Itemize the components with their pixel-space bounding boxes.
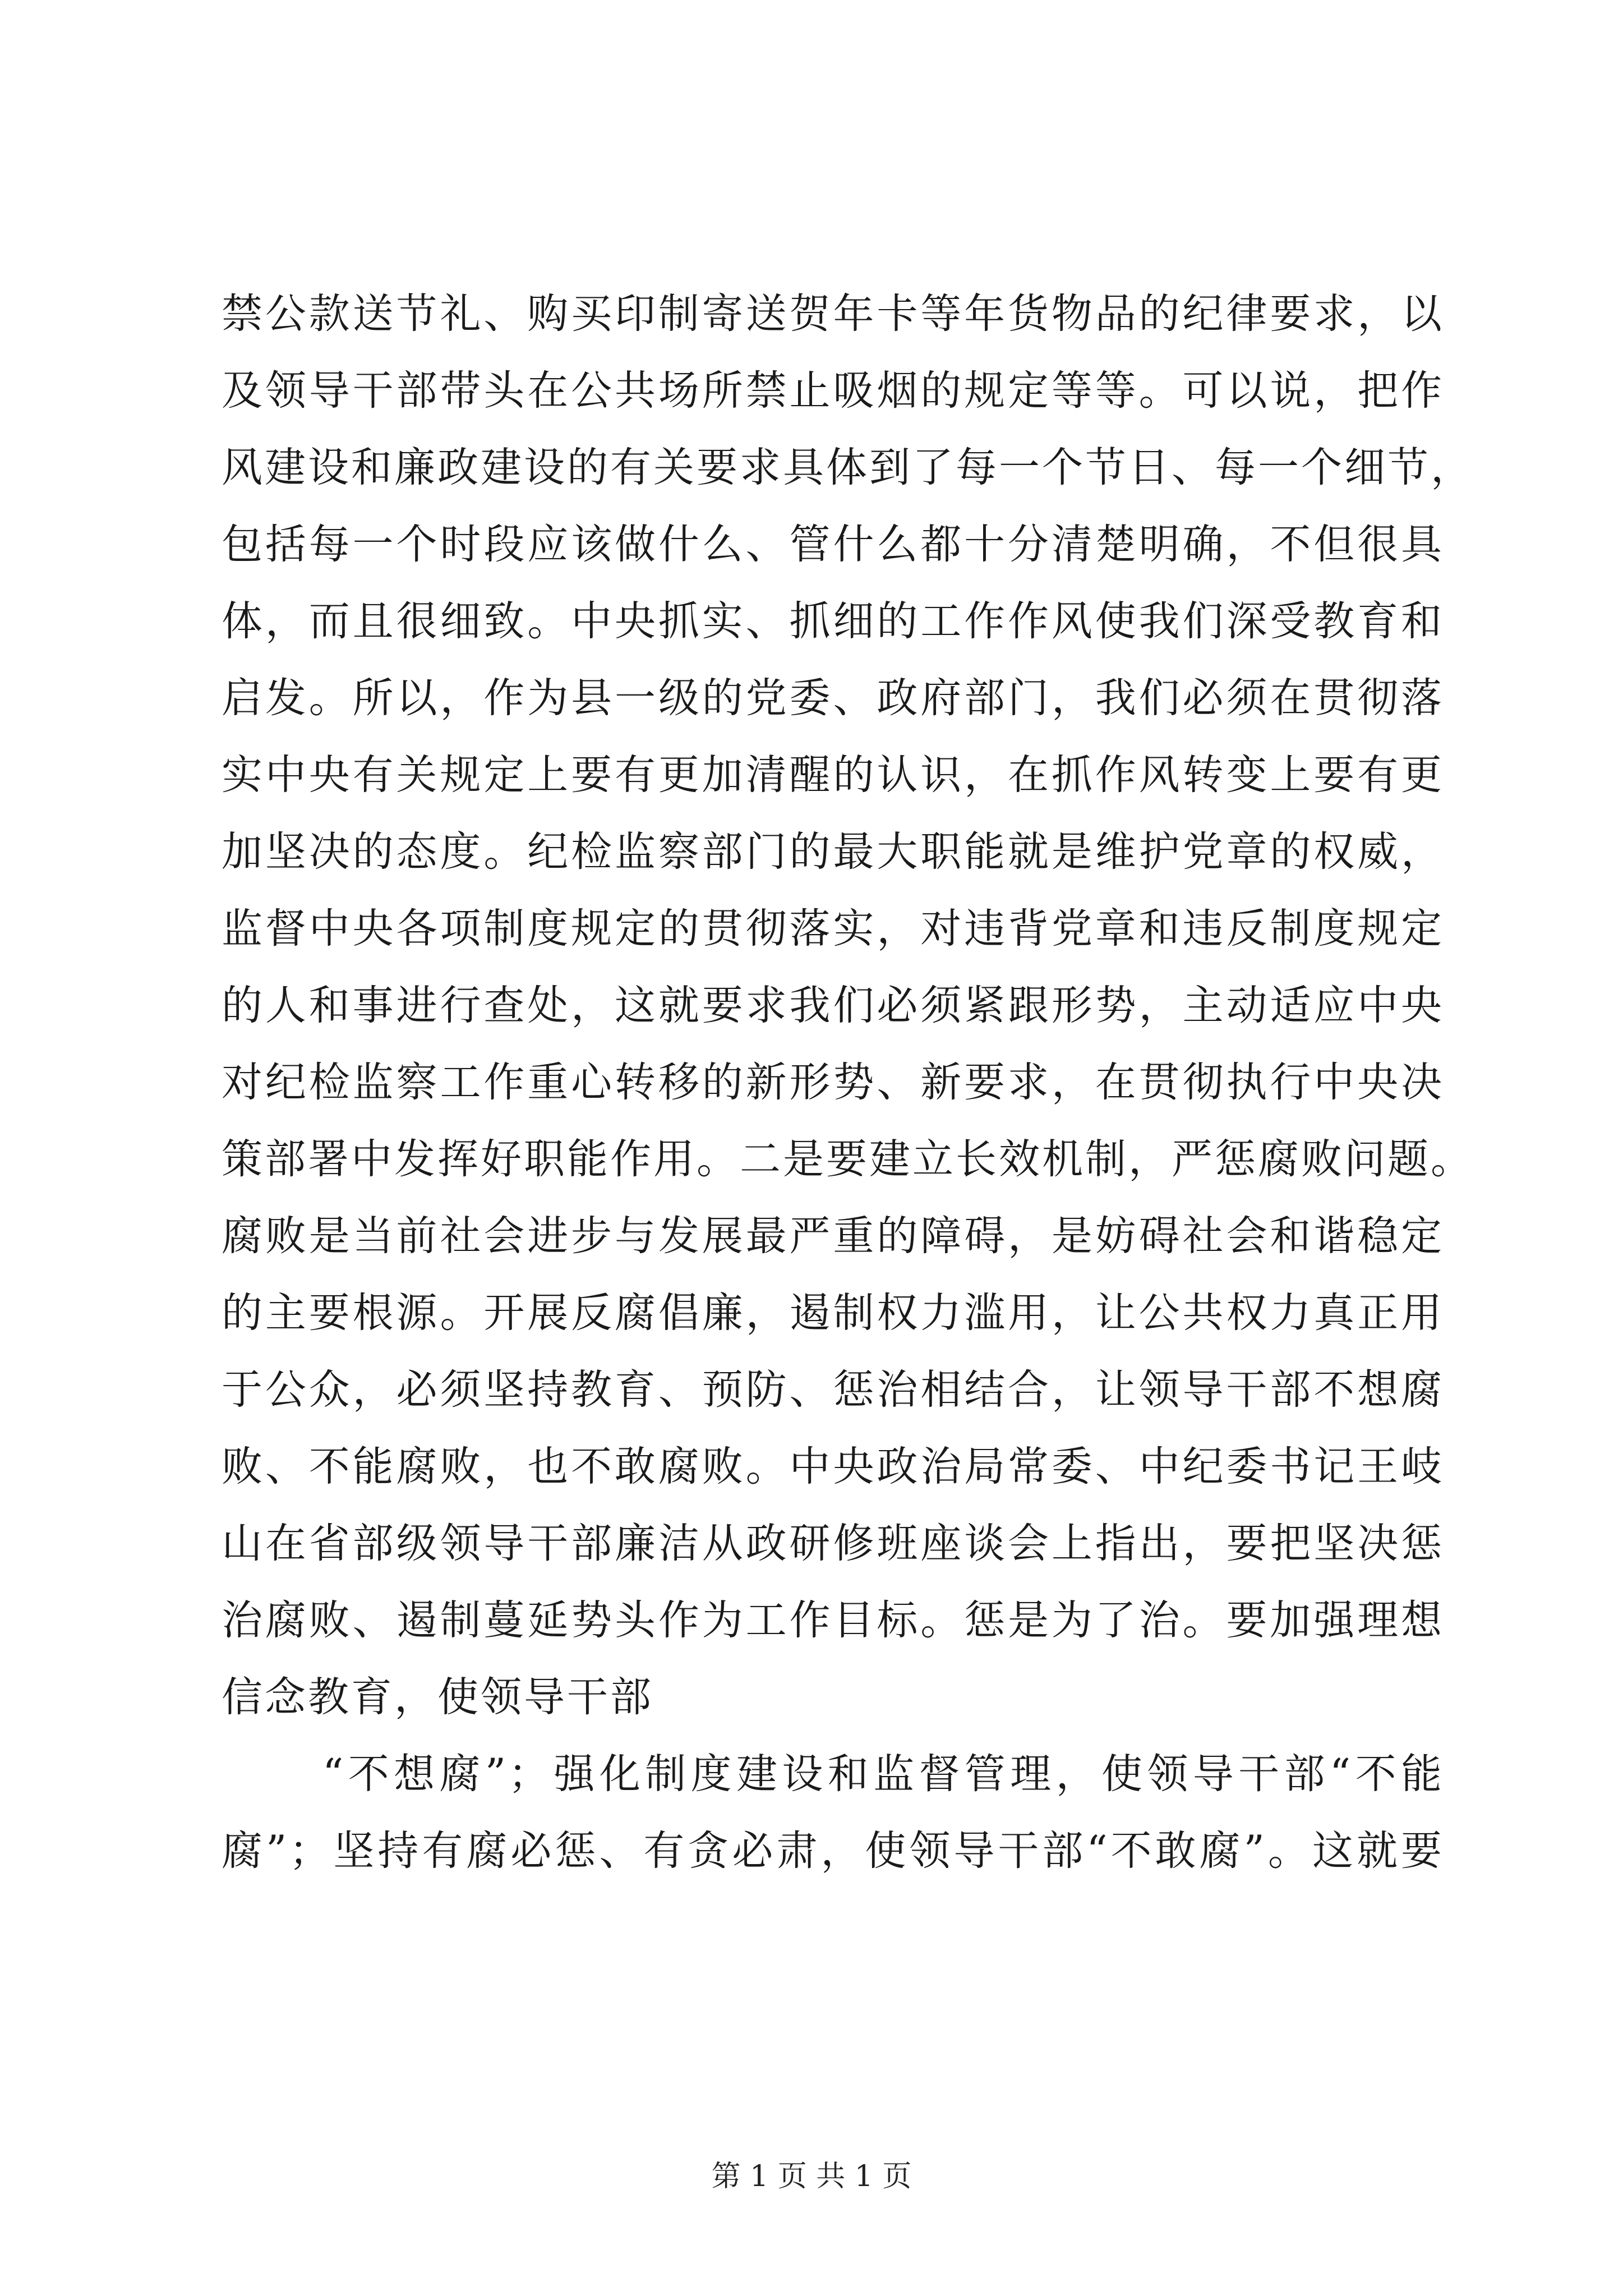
paragraph-first-line: “不想腐”；强化制度建设和监督管理，使领导干部“不能 [322, 1750, 1444, 1798]
text-line: 败、不能腐败，也不敢腐败。中央政治局常委、中纪委书记王岐 [222, 1443, 1444, 1490]
text-line: 禁公款送节礼、购买印制寄送贺年卡等年货物品的纪律要求，以 [222, 290, 1444, 338]
text-line: 体，而且很细致。中央抓实、抓细的工作作风使我们深受教育和 [222, 597, 1444, 645]
text-line: 启发。所以，作为县一级的党委、政府部门，我们必须在贯彻落 [222, 674, 1444, 722]
text-line: 包括每一个时段应该做什么、管什么都十分清楚明确，不但很具 [222, 521, 1444, 568]
text-line: 对纪检监察工作重心转移的新形势、新要求，在贯彻执行中央决 [222, 1059, 1444, 1106]
text-line: 及领导干部带头在公共场所禁止吸烟的规定等等。可以说，把作 [222, 367, 1444, 415]
text-line: 山在省部级领导干部廉洁从政研修班座谈会上指出，要把坚决惩 [222, 1520, 1444, 1567]
text-line: 实中央有关规定上要有更加清醒的认识，在抓作风转变上要有更 [222, 751, 1444, 799]
text-line: 治腐败、遏制蔓延势头作为工作目标。惩是为了治。要加强理想 [222, 1596, 1444, 1644]
page-number-footer: 第 1 页 共 1 页 [711, 2160, 912, 2193]
text-line: 加坚决的态度。纪检监察部门的最大职能就是维护党章的权威， [222, 828, 1444, 876]
text-line: 的人和事进行查处，这就要求我们必须紧跟形势，主动适应中央 [222, 982, 1444, 1029]
text-line: 于公众，必须坚持教育、预防、惩治相结合，让领导干部不想腐 [222, 1366, 1444, 1414]
text-line: 腐”；坚持有腐必惩、有贪必肃，使领导干部“不敢腐”。这就要 [222, 1827, 1444, 1875]
text-line: 的主要根源。开展反腐倡廉，遏制权力滥用，让公共权力真正用 [222, 1289, 1444, 1337]
text-line: 腐败是当前社会进步与发展最严重的障碍，是妨碍社会和谐稳定 [222, 1212, 1444, 1260]
text-line: 信念教育，使领导干部 [222, 1673, 653, 1721]
text-line: 策部署中发挥好职能作用。二是要建立长效机制，严惩腐败问题。 [222, 1135, 1474, 1183]
text-line: 监督中央各项制度规定的贯彻落实，对违背党章和违反制度规定 [222, 905, 1444, 953]
text-line: 风建设和廉政建设的有关要求具体到了每一个节日、每一个细节， [222, 444, 1474, 491]
